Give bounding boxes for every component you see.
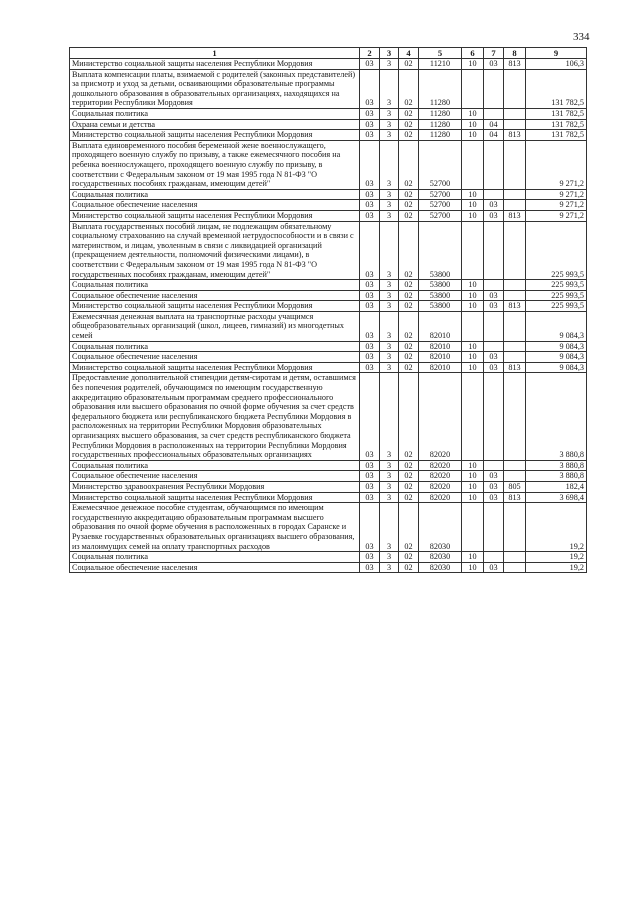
column-header: 6 — [462, 48, 484, 59]
code-col8 — [504, 460, 526, 471]
code-col5: 52700 — [419, 210, 462, 221]
code-col3: 3 — [380, 311, 399, 341]
code-col4: 02 — [399, 301, 419, 312]
code-col8: 813 — [504, 130, 526, 141]
column-header: 9 — [526, 48, 587, 59]
code-col5: 82030 — [419, 552, 462, 563]
code-col4: 02 — [399, 460, 419, 471]
code-col7 — [484, 503, 504, 552]
code-col2: 03 — [360, 290, 380, 301]
code-col6: 10 — [462, 362, 484, 373]
code-col8 — [504, 290, 526, 301]
amount-cell: 225 993,5 — [526, 301, 587, 312]
amount-cell: 106,3 — [526, 59, 587, 70]
row-description: Социальная политика — [70, 280, 360, 291]
column-header: 3 — [380, 48, 399, 59]
amount-cell: 131 782,5 — [526, 69, 587, 108]
code-col2: 03 — [360, 221, 380, 280]
table-row — [70, 503, 587, 552]
code-col4: 02 — [399, 471, 419, 482]
code-col7: 03 — [484, 562, 504, 573]
code-col2: 03 — [360, 280, 380, 291]
amount-cell: 131 782,5 — [526, 119, 587, 130]
code-col5: 82010 — [419, 341, 462, 352]
table-row — [70, 140, 587, 189]
code-col7: 03 — [484, 301, 504, 312]
code-col8: 813 — [504, 301, 526, 312]
amount-cell: 19,2 — [526, 552, 587, 563]
table-row — [70, 280, 587, 291]
code-col4: 02 — [399, 210, 419, 221]
row-description: Социальное обеспечение населения — [70, 562, 360, 573]
code-col3: 3 — [380, 460, 399, 471]
table-row — [70, 189, 587, 200]
code-col2: 03 — [360, 210, 380, 221]
row-description: Ежемесячное денежное пособие студентам, обучающимся по имеющим государственную аккредитацию образовательным программам высшего образования по очной форме обучения в расположенных в городах Саранске и Рузаевке государственных образовательных организациях высшего образования, из малоимущих семей на оплату транспортных расходов — [70, 503, 360, 552]
code-col7 — [484, 280, 504, 291]
amount-cell: 3 880,8 — [526, 373, 587, 460]
row-description: Выплата государственных пособий лицам, не подлежащим обязательному социальному страхованию на случай временной нетрудоспособности и в связи с материнством, и лицам, уволенным в связи с ликвидацией организаций (прекращением деятельности, полномочий физическими лицами), в соответствии с Федеральным законом от 19 мая 1995 года N 81-ФЗ "О государственных пособиях гражданам, имеющим детей" — [70, 221, 360, 280]
code-col2: 03 — [360, 200, 380, 211]
code-col6: 10 — [462, 352, 484, 363]
code-col7: 03 — [484, 352, 504, 363]
code-col8 — [504, 221, 526, 280]
table-row — [70, 59, 587, 70]
code-col2: 03 — [360, 341, 380, 352]
code-col3: 3 — [380, 200, 399, 211]
row-description: Министерство социальной защиты населения Республики Мордовия — [70, 210, 360, 221]
code-col7 — [484, 460, 504, 471]
table-row — [70, 311, 587, 341]
code-col6 — [462, 373, 484, 460]
code-col2: 03 — [360, 59, 380, 70]
code-col5: 82020 — [419, 492, 462, 503]
code-col2: 03 — [360, 503, 380, 552]
code-col8: 813 — [504, 492, 526, 503]
table-row — [70, 200, 587, 211]
column-header: 2 — [360, 48, 380, 59]
code-col7: 03 — [484, 200, 504, 211]
table-row — [70, 352, 587, 363]
code-col3: 3 — [380, 341, 399, 352]
code-col5: 53800 — [419, 290, 462, 301]
code-col4: 02 — [399, 503, 419, 552]
code-col2: 03 — [360, 471, 380, 482]
amount-cell: 182,4 — [526, 481, 587, 492]
code-col2: 03 — [360, 562, 380, 573]
code-col7: 03 — [484, 59, 504, 70]
amount-cell: 9 084,3 — [526, 362, 587, 373]
table-row — [70, 301, 587, 312]
code-col8 — [504, 552, 526, 563]
code-col4: 02 — [399, 311, 419, 341]
code-col7 — [484, 311, 504, 341]
code-col6 — [462, 69, 484, 108]
table-row — [70, 552, 587, 563]
amount-cell: 3 880,8 — [526, 471, 587, 482]
amount-cell: 9 271,2 — [526, 189, 587, 200]
code-col5: 82030 — [419, 503, 462, 552]
code-col2: 03 — [360, 492, 380, 503]
amount-cell: 19,2 — [526, 562, 587, 573]
code-col8 — [504, 140, 526, 189]
code-col3: 3 — [380, 189, 399, 200]
amount-cell: 131 782,5 — [526, 109, 587, 120]
table-row — [70, 362, 587, 373]
code-col5: 53800 — [419, 280, 462, 291]
amount-cell: 9 084,3 — [526, 352, 587, 363]
code-col7: 03 — [484, 290, 504, 301]
row-description: Министерство социальной защиты населения Республики Мордовия — [70, 301, 360, 312]
code-col2: 03 — [360, 301, 380, 312]
amount-cell: 9 084,3 — [526, 311, 587, 341]
code-col4: 02 — [399, 69, 419, 108]
code-col8: 813 — [504, 59, 526, 70]
code-col8 — [504, 109, 526, 120]
code-col2: 03 — [360, 189, 380, 200]
column-header: 7 — [484, 48, 504, 59]
code-col8 — [504, 200, 526, 211]
code-col6: 10 — [462, 290, 484, 301]
table-header-row — [70, 48, 587, 59]
code-col3: 3 — [380, 280, 399, 291]
code-col5: 82030 — [419, 562, 462, 573]
row-description: Социальная политика — [70, 189, 360, 200]
code-col5: 53800 — [419, 221, 462, 280]
code-col4: 02 — [399, 200, 419, 211]
code-col3: 3 — [380, 552, 399, 563]
code-col5: 82010 — [419, 352, 462, 363]
code-col3: 3 — [380, 119, 399, 130]
row-description: Социальная политика — [70, 552, 360, 563]
code-col7: 03 — [484, 471, 504, 482]
code-col5: 82020 — [419, 471, 462, 482]
code-col5: 11280 — [419, 130, 462, 141]
code-col3: 3 — [380, 109, 399, 120]
code-col7: 03 — [484, 362, 504, 373]
code-col6: 10 — [462, 341, 484, 352]
code-col6 — [462, 140, 484, 189]
code-col6: 10 — [462, 210, 484, 221]
code-col4: 02 — [399, 290, 419, 301]
code-col2: 03 — [360, 552, 380, 563]
row-description: Социальная политика — [70, 109, 360, 120]
row-description: Министерство социальной защиты населения Республики Мордовия — [70, 130, 360, 141]
row-description: Министерство социальной защиты населения Республики Мордовия — [70, 492, 360, 503]
code-col5: 82010 — [419, 311, 462, 341]
code-col3: 3 — [380, 290, 399, 301]
code-col7 — [484, 109, 504, 120]
code-col8: 813 — [504, 210, 526, 221]
code-col6 — [462, 221, 484, 280]
page-number: 334 — [573, 31, 590, 43]
row-description: Социальное обеспечение населения — [70, 471, 360, 482]
row-description: Выплата единовременного пособия беременной жене военнослужащего, проходящего военную службу по призыву, а также ежемесячного пособия на ребенка военнослужащего, проходящего военную службу по призыву, в соответствии с Федеральным законом от 19 мая 1995 года N 81-ФЗ "О государственных пособиях гражданам, имеющим детей" — [70, 140, 360, 189]
code-col8 — [504, 471, 526, 482]
column-header: 4 — [399, 48, 419, 59]
code-col7: 04 — [484, 130, 504, 141]
code-col7 — [484, 221, 504, 280]
code-col2: 03 — [360, 119, 380, 130]
code-col4: 02 — [399, 189, 419, 200]
code-col3: 3 — [380, 69, 399, 108]
code-col5: 52700 — [419, 140, 462, 189]
amount-cell: 9 271,2 — [526, 210, 587, 221]
code-col6: 10 — [462, 471, 484, 482]
code-col8 — [504, 119, 526, 130]
code-col7 — [484, 69, 504, 108]
row-description: Социальная политика — [70, 341, 360, 352]
code-col8: 805 — [504, 481, 526, 492]
code-col2: 03 — [360, 481, 380, 492]
code-col8 — [504, 341, 526, 352]
code-col8: 813 — [504, 362, 526, 373]
code-col2: 03 — [360, 311, 380, 341]
code-col4: 02 — [399, 130, 419, 141]
table-row — [70, 460, 587, 471]
table-row — [70, 492, 587, 503]
amount-cell: 19,2 — [526, 503, 587, 552]
code-col3: 3 — [380, 140, 399, 189]
row-description: Социальное обеспечение населения — [70, 200, 360, 211]
code-col8 — [504, 373, 526, 460]
code-col6: 10 — [462, 460, 484, 471]
code-col6: 10 — [462, 200, 484, 211]
code-col6: 10 — [462, 119, 484, 130]
code-col6 — [462, 311, 484, 341]
code-col7 — [484, 189, 504, 200]
code-col6: 10 — [462, 59, 484, 70]
code-col4: 02 — [399, 552, 419, 563]
row-description: Министерство здравоохранения Республики Мордовия — [70, 481, 360, 492]
code-col7 — [484, 140, 504, 189]
table-row — [70, 562, 587, 573]
amount-cell: 9 271,2 — [526, 200, 587, 211]
code-col2: 03 — [360, 352, 380, 363]
code-col5: 82020 — [419, 481, 462, 492]
code-col4: 02 — [399, 59, 419, 70]
code-col6: 10 — [462, 109, 484, 120]
table-row — [70, 481, 587, 492]
amount-cell: 225 993,5 — [526, 221, 587, 280]
code-col2: 03 — [360, 69, 380, 108]
code-col6: 10 — [462, 130, 484, 141]
code-col4: 02 — [399, 362, 419, 373]
amount-cell: 225 993,5 — [526, 280, 587, 291]
row-description: Охрана семьи и детства — [70, 119, 360, 130]
table-row — [70, 373, 587, 460]
amount-cell: 9 271,2 — [526, 140, 587, 189]
row-description: Выплата компенсации платы, взимаемой с родителей (законных представителей) за присмотр и уход за детьми, осваивающими образовательные программы дошкольного образования в образовательных организациях, находящихся на территории Республики Мордовия — [70, 69, 360, 108]
table-row — [70, 221, 587, 280]
code-col3: 3 — [380, 221, 399, 280]
code-col3: 3 — [380, 362, 399, 373]
code-col5: 53800 — [419, 301, 462, 312]
code-col6: 10 — [462, 280, 484, 291]
code-col4: 02 — [399, 352, 419, 363]
code-col4: 02 — [399, 119, 419, 130]
code-col4: 02 — [399, 562, 419, 573]
code-col5: 82020 — [419, 373, 462, 460]
code-col7: 03 — [484, 481, 504, 492]
code-col3: 3 — [380, 352, 399, 363]
code-col6 — [462, 503, 484, 552]
code-col6: 10 — [462, 562, 484, 573]
code-col5: 52700 — [419, 200, 462, 211]
code-col3: 3 — [380, 471, 399, 482]
code-col3: 3 — [380, 562, 399, 573]
code-col3: 3 — [380, 210, 399, 221]
code-col3: 3 — [380, 503, 399, 552]
code-col4: 02 — [399, 341, 419, 352]
code-col7 — [484, 341, 504, 352]
code-col4: 02 — [399, 373, 419, 460]
table-row — [70, 471, 587, 482]
code-col3: 3 — [380, 59, 399, 70]
amount-cell: 3 698,4 — [526, 492, 587, 503]
code-col8 — [504, 352, 526, 363]
code-col7: 03 — [484, 492, 504, 503]
code-col5: 11210 — [419, 59, 462, 70]
amount-cell: 131 782,5 — [526, 130, 587, 141]
code-col7 — [484, 552, 504, 563]
code-col5: 52700 — [419, 189, 462, 200]
code-col5: 11280 — [419, 69, 462, 108]
amount-cell: 3 880,8 — [526, 460, 587, 471]
code-col5: 82020 — [419, 460, 462, 471]
code-col8 — [504, 69, 526, 108]
amount-cell: 9 084,3 — [526, 341, 587, 352]
code-col6: 10 — [462, 552, 484, 563]
code-col2: 03 — [360, 362, 380, 373]
code-col3: 3 — [380, 301, 399, 312]
code-col2: 03 — [360, 460, 380, 471]
code-col4: 02 — [399, 280, 419, 291]
table-row — [70, 290, 587, 301]
code-col3: 3 — [380, 373, 399, 460]
row-description: Социальное обеспечение населения — [70, 352, 360, 363]
code-col6: 10 — [462, 189, 484, 200]
code-col5: 82010 — [419, 362, 462, 373]
code-col4: 02 — [399, 109, 419, 120]
table-row — [70, 130, 587, 141]
code-col8 — [504, 189, 526, 200]
code-col7 — [484, 373, 504, 460]
code-col7: 03 — [484, 210, 504, 221]
code-col8 — [504, 280, 526, 291]
table-row — [70, 119, 587, 130]
row-description: Социальная политика — [70, 460, 360, 471]
column-header: 5 — [419, 48, 462, 59]
code-col8 — [504, 503, 526, 552]
table-row — [70, 210, 587, 221]
row-description: Ежемесячная денежная выплата на транспортные расходы учащимся общеобразовательных организаций (школ, лицеев, гимназий) из многодетных семей — [70, 311, 360, 341]
code-col7: 04 — [484, 119, 504, 130]
table-row — [70, 341, 587, 352]
code-col8 — [504, 311, 526, 341]
code-col4: 02 — [399, 140, 419, 189]
budget-table — [69, 47, 587, 573]
code-col3: 3 — [380, 492, 399, 503]
table-row — [70, 109, 587, 120]
table-row — [70, 69, 587, 108]
amount-cell: 225 993,5 — [526, 290, 587, 301]
code-col6: 10 — [462, 481, 484, 492]
code-col4: 02 — [399, 481, 419, 492]
code-col8 — [504, 562, 526, 573]
code-col3: 3 — [380, 130, 399, 141]
code-col5: 11280 — [419, 119, 462, 130]
column-header: 8 — [504, 48, 526, 59]
column-header: 1 — [70, 48, 360, 59]
code-col4: 02 — [399, 492, 419, 503]
row-description: Министерство социальной защиты населения Республики Мордовия — [70, 59, 360, 70]
row-description: Министерство социальной защиты населения Республики Мордовия — [70, 362, 360, 373]
code-col6: 10 — [462, 301, 484, 312]
code-col2: 03 — [360, 140, 380, 189]
code-col3: 3 — [380, 481, 399, 492]
code-col2: 03 — [360, 130, 380, 141]
code-col2: 03 — [360, 373, 380, 460]
code-col2: 03 — [360, 109, 380, 120]
code-col5: 11280 — [419, 109, 462, 120]
code-col4: 02 — [399, 221, 419, 280]
row-description: Социальное обеспечение населения — [70, 290, 360, 301]
code-col6: 10 — [462, 492, 484, 503]
row-description: Предоставление дополнительной стипендии детям-сиротам и детям, оставшимся без попечения родителей, обучающимся по имеющим государственную аккредитацию образовательным программам среднего профессионального образования или высшего образования по очной форме обучения за счет средств федерального бюджета или республиканского бюджета Республики Мордовия в расположенных на территории Республики Мордовия образовательных организациях высшего образования, за счет средств республиканского бюджета Республики Мордовия в расположенных на территории Республики Мордовия государственных профессиональных образовательных организациях — [70, 373, 360, 460]
